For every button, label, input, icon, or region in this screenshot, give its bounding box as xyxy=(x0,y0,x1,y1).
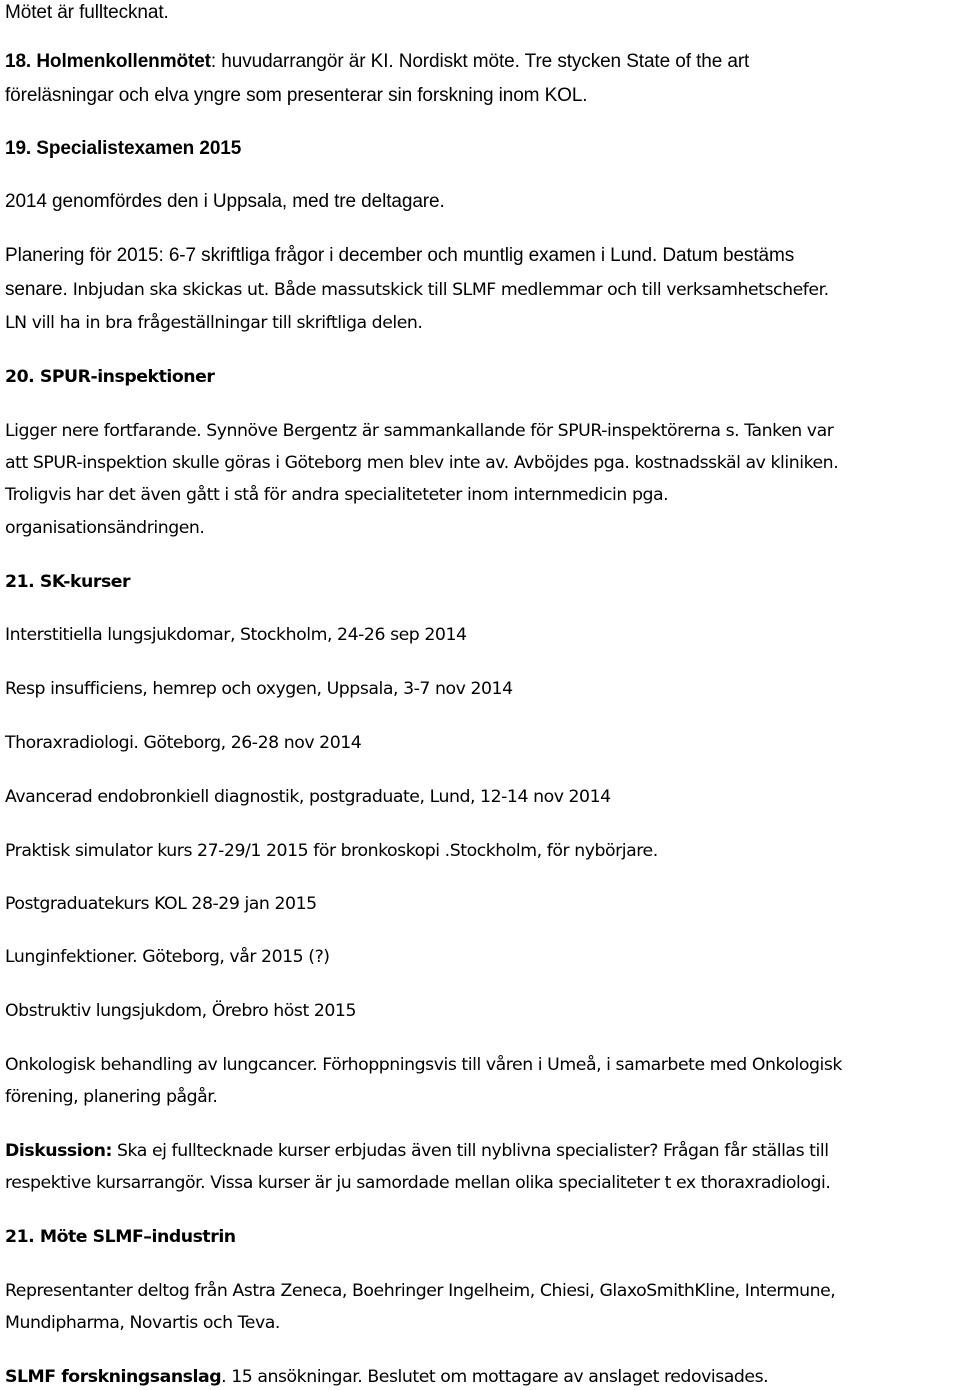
sec19-paragraph-2-line-1: Planering för 2015: 6-7 skriftliga frågor i december och muntlig examen i Lund. Datum bestäms xyxy=(5,245,795,266)
industry-heading: 21. Möte SLMF–industrin xyxy=(5,1227,236,1247)
oncology-course-line-2: förening, planering pågår. xyxy=(5,1087,218,1107)
sec20-line-4: organisationsändringen. xyxy=(5,518,205,538)
course-item: Interstitiella lungsjukdomar, Stockholm, 24-26 sep 2014 xyxy=(5,625,467,645)
sec18-line-2: föreläsningar och elva yngre som presenterar sin forskning inom KOL. xyxy=(5,85,588,106)
sec17-tail: Mötet är fulltecknat. xyxy=(5,2,169,23)
sec20-line-3: Troligvis har det även gått i stå för andra specialiteteter inom internmedicin pga. xyxy=(5,485,669,505)
industry-line-1: Representanter deltog från Astra Zeneca, Boehringer Ingelheim, Chiesi, GlaxoSmithKline, Intermune, xyxy=(5,1281,836,1301)
sec18-number: 18. xyxy=(5,51,32,72)
discussion-text: Ska ej fulltecknade kurser erbjudas även till nyblivna specialister? Frågan får ställas till xyxy=(111,1141,829,1161)
sec19-paragraph-2-line-3: LN vill ha in bra frågeställningar till skriftliga delen. xyxy=(5,313,423,333)
sec18-name: Holmenkollenmötet xyxy=(36,51,211,72)
sec19-paragraph-2-line-2 xyxy=(5,277,829,303)
discussion-line-1 xyxy=(5,1138,829,1164)
sec18-line1-text: : huvudarrangör är KI. Nordiskt möte. Tre stycken State of the art xyxy=(210,51,750,72)
sec19-paragraph-1: 2014 genomfördes den i Uppsala, med tre deltagare. xyxy=(5,191,445,212)
sec21-heading: 21. SK-kurser xyxy=(5,572,131,592)
course-item: Avancerad endobronkiell diagnostik, postgraduate, Lund, 12-14 nov 2014 xyxy=(5,787,611,807)
course-item: Thoraxradiologi. Göteborg, 26-28 nov 2014 xyxy=(5,733,362,753)
discussion-label: Diskussion: xyxy=(5,1141,112,1161)
research-grant-text: . 15 ansökningar. Beslutet om mottagare av anslaget redovisades. xyxy=(221,1367,769,1387)
course-item: Resp insufficiens, hemrep och oxygen, Uppsala, 3-7 nov 2014 xyxy=(5,679,513,699)
sec18-line-1 xyxy=(5,49,749,75)
sec19-line2-end: Inbjudan ska skickas ut. Både massutskick till SLMF medlemmar och till verksamhetschefer. xyxy=(67,280,829,300)
course-item: Obstruktiv lungsjukdom, Örebro höst 2015 xyxy=(5,1001,357,1021)
course-item: Praktisk simulator kurs 27-29/1 2015 för bronkoskopi .Stockholm, för nybörjare. xyxy=(5,841,658,861)
sec20-line-1: Ligger nere fortfarande. Synnöve Bergentz är sammankallande för SPUR-inspektörerna s. Tanken var xyxy=(5,421,834,441)
course-item: Lunginfektioner. Göteborg, vår 2015 (?) xyxy=(5,947,330,967)
discussion-line-2: respektive kursarrangör. Vissa kurser är ju samordade mellan olika specialiteter t ex thoraxradiologi. xyxy=(5,1173,831,1193)
sec20-line-2: att SPUR-inspektion skulle göras i Göteborg men blev inte av. Avböjdes pga. kostnadsskäl av kliniken. xyxy=(5,453,839,473)
sec19-heading: 19. Specialistexamen 2015 xyxy=(5,138,242,159)
oncology-course-line-1: Onkologisk behandling av lungcancer. Förhoppningsvis till våren i Umeå, i samarbete med Onkologisk xyxy=(5,1055,842,1075)
sec19-line2-start: senare. xyxy=(5,279,68,300)
research-grant-label: SLMF forskningsanslag xyxy=(5,1367,222,1387)
industry-line-2: Mundipharma, Novartis och Teva. xyxy=(5,1313,280,1333)
research-grant-line xyxy=(5,1364,768,1390)
sec20-heading: 20. SPUR-inspektioner xyxy=(5,367,215,387)
course-item: Postgraduatekurs KOL 28-29 jan 2015 xyxy=(5,894,317,914)
